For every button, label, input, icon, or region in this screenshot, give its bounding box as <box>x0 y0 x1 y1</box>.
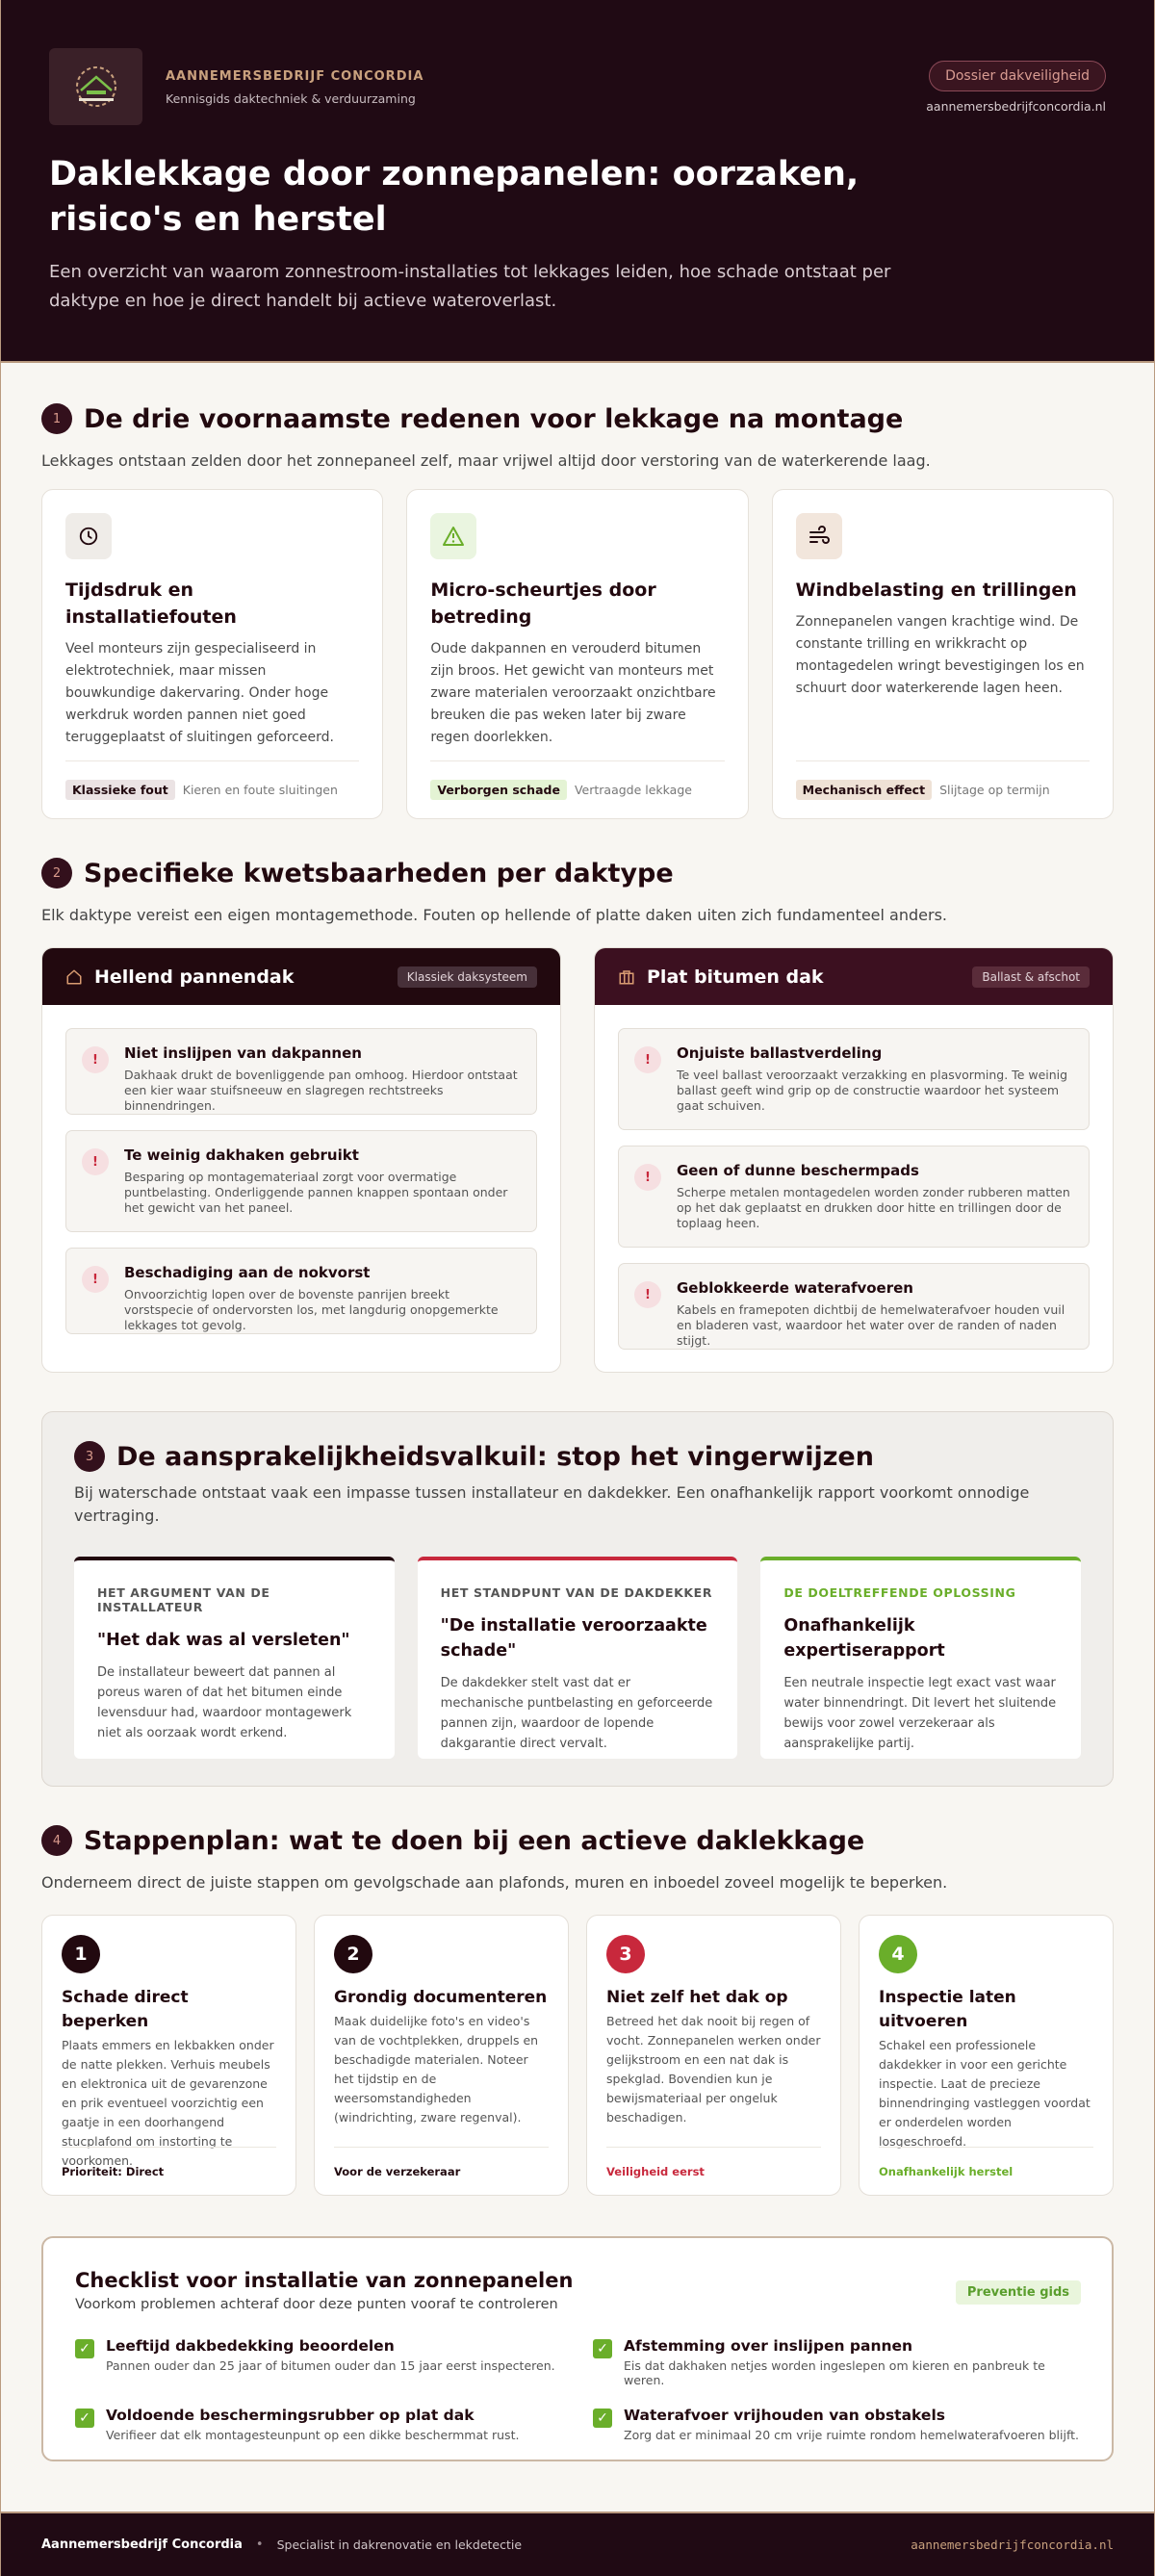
checkbox-checked-icon[interactable]: ✓ <box>593 2339 612 2358</box>
section-title: De aansprakelijkheidsvalkuil: stop het vingerwijzen <box>116 1441 874 1472</box>
card-note: Vertraagde lekkage <box>574 783 692 797</box>
card-tag: Mechanisch effect <box>796 780 932 800</box>
checklist-subtitle: Voorkom problemen achteraf door deze punten vooraf te controleren <box>75 2297 558 2312</box>
issue-title: Geen of dunne beschermpads <box>677 1162 919 1179</box>
step-card <box>41 1915 296 2196</box>
dossier-button[interactable]: Dossier dakveiligheid <box>929 61 1106 91</box>
company-name: AANNEMERSBEDRIJF CONCORDIA <box>166 69 424 84</box>
step-card <box>586 1915 841 2196</box>
step-number: 3 <box>606 1935 645 1973</box>
card-title: Windbelasting en trillingen <box>795 580 1077 601</box>
issue-title: Niet inslijpen van dakpannen <box>124 1044 362 1062</box>
section-title: De drie voornaamste redenen voor lekkage na montage <box>84 403 904 434</box>
check-text: Eis dat dakhaken netjes worden ingeslepen om kieren en panbreuk te weren. <box>624 2358 1045 2387</box>
building-icon <box>618 968 635 986</box>
roof-panel-flat <box>594 947 1114 1373</box>
check-title: Voldoende beschermingsrubber op plat dak <box>106 2407 475 2424</box>
company-tagline: Kennisgids daktechniek & verduurzaming <box>166 91 416 106</box>
prevention-tag: Preventie gids <box>956 2280 1081 2305</box>
card-text: Zonnepanelen vangen krachtige wind. De constante trilling en wrikkracht op montagedelen wringt bevestigingen los en schuurt door waterkerende lagen heen. <box>795 614 1085 696</box>
card-text: De dakdekker stelt vast dat er mechanische puntbelasting en geforceerde pannen zijn, waardoor de lopende dakgarantie direct vervalt. <box>440 1676 713 1751</box>
issue-item <box>618 1028 1090 1130</box>
step-title: Niet zelf het dak op <box>606 1988 788 2007</box>
page-title: Daklekkage door zonnepanelen: oorzaken, risico's en herstel <box>49 155 860 239</box>
check-title: Leeftijd dakbedekking beoordelen <box>106 2337 395 2355</box>
check-text: Pannen ouder dan 25 jaar of bitumen ouder dan 15 jaar eerst inspecteren. <box>106 2358 555 2373</box>
checkbox-checked-icon[interactable]: ✓ <box>75 2409 94 2428</box>
issue-text: Te veel ballast veroorzaakt verzakking en plasvorming. Te weinig ballast geeft wind grip op de constructie waardoor het systeem gaat schuiven. <box>677 1068 1068 1113</box>
checklist <box>41 2236 1114 2461</box>
alert-icon: ! <box>82 1148 109 1175</box>
cause-card <box>406 489 748 819</box>
logo-emblem-icon <box>67 62 125 112</box>
cause-card <box>772 489 1114 819</box>
step-title: Grondig documenteren <box>334 1988 548 2007</box>
section-title: Stappenplan: wat te doen bij een actieve daklekkage <box>84 1825 865 1856</box>
card-text: De installateur beweert dat pannen al poreus waren of dat het bitumen einde levensduur had, waardoor montagewerk niet als oorzaak wordt erkend. <box>97 1665 352 1740</box>
panel-badge: Klassiek daksysteem <box>398 966 537 988</box>
checkbox-checked-icon[interactable]: ✓ <box>75 2339 94 2358</box>
section-intro: Lekkages ontstaan zelden door het zonnepaneel zelf, maar vrijwel altijd door verstoring van de waterkerende laag. <box>41 451 931 470</box>
issue-title: Te weinig dakhaken gebruikt <box>124 1146 359 1164</box>
hero-header <box>1 0 1154 363</box>
section-roof-types <box>1 858 1154 1373</box>
card-text: Een neutrale inspectie legt exact vast waar water binnendringt. Dit levert het sluitende bewijs voor zowel verzekeraar als aansprakelijke partij. <box>783 1676 1057 1751</box>
header-site-link[interactable]: aannemersbedrijfconcordia.nl <box>926 99 1106 114</box>
issue-text: Onvoorzichtig lopen over de bovenste panrijen breekt vorstspecie of ondervorsten los, met langdurig onopgemerkte lekkages tot gevolg. <box>124 1287 499 1332</box>
checklist-item <box>593 2337 1080 2387</box>
wind-icon <box>796 513 842 559</box>
section-title: Specifieke kwetsbaarheden per daktype <box>84 858 674 889</box>
issue-item <box>618 1263 1090 1350</box>
issue-title: Onjuiste ballastverdeling <box>677 1044 883 1062</box>
cause-card <box>41 489 383 819</box>
step-card <box>859 1915 1114 2196</box>
issue-text: Scherpe metalen montagedelen worden zonder rubberen matten op het dak geplaatst en drukken door hitte en trillingen door de toplaag heen. <box>677 1185 1070 1230</box>
step-title: Schade direct beperken <box>62 1988 189 2031</box>
issue-item <box>65 1248 537 1334</box>
checklist-title: Checklist voor installatie van zonnepanelen <box>75 2269 574 2292</box>
step-text: Schakel een professionele dakdekker in voor een gerichte inspectie. Laat de precieze binnendringing vastleggen voordat er onderdelen worden losgeschroefd. <box>879 2038 1091 2149</box>
card-title: "Het dak was al versleten" <box>97 1631 350 1650</box>
step-title: Inspectie laten uitvoeren <box>879 1988 1016 2031</box>
argument-card <box>418 1557 738 1759</box>
card-title: "De installatie veroorzaakte schade" <box>440 1616 707 1661</box>
alert-icon: ! <box>82 1046 109 1073</box>
checklist-item <box>75 2407 562 2442</box>
section-number: 1 <box>41 403 72 434</box>
step-card <box>314 1915 569 2196</box>
step-number: 4 <box>879 1935 917 1973</box>
section-liability <box>41 1411 1114 1787</box>
card-title: Micro-scheurtjes door betreding <box>430 580 656 628</box>
alert-icon: ! <box>634 1281 661 1308</box>
house-icon <box>65 968 83 986</box>
step-text: Betreed het dak nooit bij regen of vocht. Zonnepanelen werken onder gelijkstroom en een nat dak is spekglad. Bovendien kun je bewijsmateriaal per ongeluk beschadigen. <box>606 2014 821 2125</box>
step-text: Plaats emmers en lekbakken onder de natte plekken. Verhuis meubels en elektronica uit de gevarenzone en prik eventueel voorzichtig een gaatje in een doorhangend stucplafond om instorting te voorkomen. <box>62 2038 274 2168</box>
section-intro: Onderneem direct de juiste stappen om gevolgschade aan plafonds, muren en inboedel zoveel mogelijk te beperken. <box>41 1873 948 1892</box>
argument-card <box>74 1557 395 1759</box>
issue-title: Beschadiging aan de nokvorst <box>124 1264 371 1281</box>
page-footer <box>1 2512 1154 2576</box>
step-number: 1 <box>62 1935 100 1973</box>
step-footer: Prioriteit: Direct <box>62 2147 276 2195</box>
section-steps <box>1 1825 1154 2196</box>
company-logo[interactable] <box>49 48 142 125</box>
panel-title: Plat bitumen dak <box>647 966 824 988</box>
check-title: Waterafvoer vrijhouden van obstakels <box>624 2407 945 2424</box>
section-intro: Bij waterschade ontstaat vaak een impasse tussen installateur en dakdekker. Een onafhankelijk rapport voorkomt onnodige vertraging. <box>74 1483 1030 1525</box>
footer-site-link[interactable]: aannemersbedrijfconcordia.nl <box>911 2537 1114 2552</box>
card-tag: Verborgen schade <box>430 780 567 800</box>
issue-text: Dakhaak drukt de bovenliggende pan omhoog. Hierdoor ontstaat een kier waar stuifsneeuw en slagregen rechtstreeks binnendringen. <box>124 1068 518 1113</box>
footer-separator: • <box>255 2537 264 2552</box>
issue-text: Besparing op montagemateriaal zorgt voor overmatige puntbelasting. Onderliggende pannen knappen spontaan onder het gewicht van het paneel. <box>124 1170 508 1215</box>
section-number: 3 <box>74 1441 105 1472</box>
panel-title: Hellend pannendak <box>94 966 295 988</box>
card-title: Onafhankelijk expertiserapport <box>783 1616 945 1661</box>
card-tag: Klassieke fout <box>65 780 175 800</box>
card-label: HET ARGUMENT VAN DE INSTALLATEUR <box>97 1585 270 1614</box>
step-footer: Voor de verzekeraar <box>334 2147 549 2195</box>
footer-tagline: Specialist in dakrenovatie en lekdetectie <box>276 2537 523 2552</box>
issue-text: Kabels en framepoten dichtbij de hemelwaterafvoer houden vuil en bladeren vast, waardoor het water over de randen of naden stijgt. <box>677 1302 1065 1348</box>
checklist-item <box>593 2407 1080 2442</box>
step-footer: Onafhankelijk herstel <box>879 2147 1093 2195</box>
card-label: DE DOELTREFFENDE OPLOSSING <box>783 1585 1016 1600</box>
page-intro: Een overzicht van waarom zonnestroom-installaties tot lekkages leiden, hoe schade ontstaat per daktype en hoe je direct handelt bij actieve wateroverlast. <box>49 262 891 311</box>
issue-title: Geblokkeerde waterafvoeren <box>677 1279 913 1297</box>
checkbox-checked-icon[interactable]: ✓ <box>593 2409 612 2428</box>
card-note: Slijtage op termijn <box>939 783 1050 797</box>
step-number: 2 <box>334 1935 372 1973</box>
card-text: Oude dakpannen en verouderd bitumen zijn broos. Het gewicht van monteurs met zware materialen veroorzaakt onzichtbare breuken die pas weken later bij zware regen doorlekken. <box>430 641 716 745</box>
check-text: Verifieer dat elk montagesteunpunt op een dikke beschermmat rust. <box>106 2428 520 2442</box>
warning-icon <box>430 513 476 559</box>
card-label: HET STANDPUNT VAN DE DAKDEKKER <box>440 1585 713 1600</box>
footer-brand: Aannemersbedrijf Concordia <box>41 2537 243 2552</box>
alert-icon: ! <box>634 1046 661 1073</box>
step-text: Maak duidelijke foto's en video's van de vochtplekken, druppels en beschadigde materialen. Noteer het tijdstip en de weersomstandigheden (windrichting, zware regenval). <box>334 2014 539 2125</box>
card-title: Tijdsdruk en installatiefouten <box>65 580 237 628</box>
issue-item <box>618 1146 1090 1248</box>
card-note: Kieren en foute sluitingen <box>182 783 338 797</box>
section-number: 2 <box>41 858 72 889</box>
panel-badge: Ballast & afschot <box>972 966 1090 988</box>
roof-panel-pitched <box>41 947 561 1373</box>
checklist-item <box>75 2337 562 2387</box>
clock-icon <box>65 513 112 559</box>
section-causes <box>1 403 1154 819</box>
check-text: Zorg dat er minimaal 20 cm vrije ruimte rondom hemelwaterafvoeren blijft. <box>624 2428 1080 2442</box>
card-text: Veel monteurs zijn gespecialiseerd in elektrotechniek, maar missen bouwkundige dakervaring. Onder hoge werkdruk worden pannen niet goed teruggeplaatst of sluitingen geforceerd. <box>65 641 334 745</box>
issue-item <box>65 1130 537 1232</box>
alert-icon: ! <box>82 1266 109 1293</box>
alert-icon: ! <box>634 1164 661 1191</box>
issue-item <box>65 1028 537 1115</box>
checklist-wrap <box>1 2236 1154 2461</box>
section-number: 4 <box>41 1825 72 1856</box>
section-liability-wrap <box>1 1411 1154 1787</box>
step-footer: Veiligheid eerst <box>606 2147 821 2195</box>
check-title: Afstemming over inslijpen pannen <box>624 2337 913 2355</box>
section-intro: Elk daktype vereist een eigen montagemethode. Fouten op hellende of platte daken uiten zich fundamenteel anders. <box>41 906 947 924</box>
solution-card <box>760 1557 1081 1759</box>
